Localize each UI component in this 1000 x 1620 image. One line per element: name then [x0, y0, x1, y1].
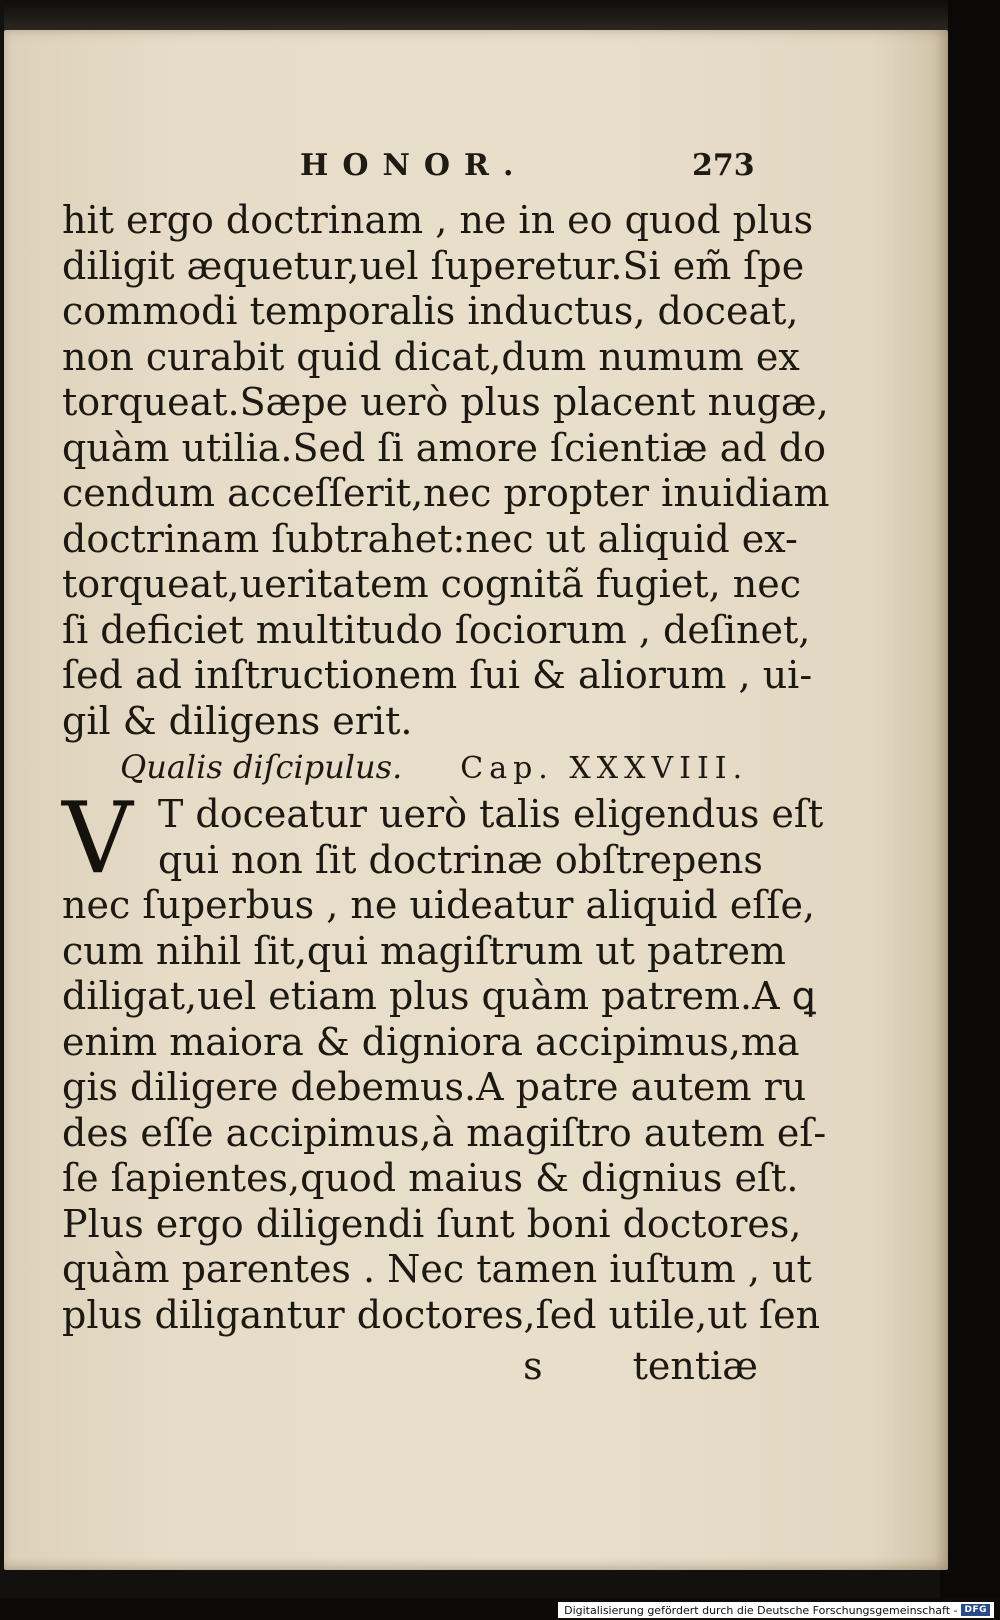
chapter-number: Cap. XXXVIII. [460, 751, 749, 786]
chapter-title: Qualis diſcipulus. [120, 748, 403, 786]
drop-capital: V [62, 782, 133, 896]
text-line: Plus ergo diligendi ſunt boni doctores, [62, 1201, 802, 1246]
text-line: commodi temporalis inductus, doceat, [62, 289, 799, 333]
text-line: des eſſe accipimus,à magiſtro autem eſ- [62, 1110, 827, 1155]
catchword: tentiæ [632, 1344, 758, 1388]
running-head: HONOR. [300, 148, 528, 183]
text-line: quàm parentes . Nec tamen iuſtum , ut [62, 1247, 812, 1291]
catchline [62, 1344, 762, 1390]
text-line: ſed ad inſtructionem ſui & aliorum , ui- [62, 653, 813, 697]
text-line: hit ergo doctrinam , ne in eo quod plus [62, 198, 814, 242]
text-line: doctrinam ſubtrahet:nec ut aliquid ex- [62, 516, 798, 561]
paragraph-1 [62, 198, 830, 744]
scan-right-edge [940, 0, 1000, 1600]
text-line: plus diligantur doctores,ſed utile,ut ſen [62, 1292, 821, 1337]
text-line: nec ſuperbus , ne uideatur aliquid eſſe, [62, 883, 816, 927]
text-line: diligat,uel etiam plus quàm patrem.A ꝗ [62, 974, 816, 1018]
text-line: non curabit quid dicat,dum numum ex [62, 334, 800, 379]
text-line: quàm utilia.Sed ſi amore ſcientiæ ad do [62, 425, 826, 470]
text-line: enim maiora & digniora accipimus,ma [62, 1019, 800, 1064]
dfg-logo-icon: DFG [961, 1604, 990, 1616]
text-line: ſe ſapientes,quod maius & dignius eſt. [62, 1156, 799, 1200]
text-line: cum nihil ſit,qui magiſtrum ut patrem [62, 928, 786, 973]
text-line: cendum acceſſerit,nec propter inuidiam [62, 471, 830, 515]
text-line: ſi deficiet multitudo ſociorum , deſinet, [62, 607, 811, 652]
signature-mark: s [523, 1344, 543, 1388]
text-block [62, 198, 830, 1390]
text-line: qui non ſit doctrinæ obſtrepens [158, 837, 763, 882]
funding-credit-text: Digitalisierung gefördert durch die Deutsche Forschungsgemeinschaft - [564, 1603, 958, 1617]
text-line: diligit æquetur,uel ſuperetur.Si em̃ ſpe [62, 243, 805, 288]
text-line: gil & diligens erit. [62, 698, 413, 743]
text-line: gis diligere debemus.A patre autem ru [62, 1065, 807, 1109]
text-line: T doceatur uerò talis eligendus eſt [158, 792, 824, 836]
page-number: 273 [692, 148, 755, 183]
text-line: torqueat,ueritatem cognitã fugiet, nec [62, 562, 801, 606]
paragraph-2 [62, 782, 827, 1338]
text-line: torqueat.Sæpe uerò plus placent nugæ, [62, 380, 829, 424]
chapter-heading [62, 744, 762, 792]
funding-credit [558, 1602, 994, 1618]
scan-top-edge [4, 0, 948, 30]
